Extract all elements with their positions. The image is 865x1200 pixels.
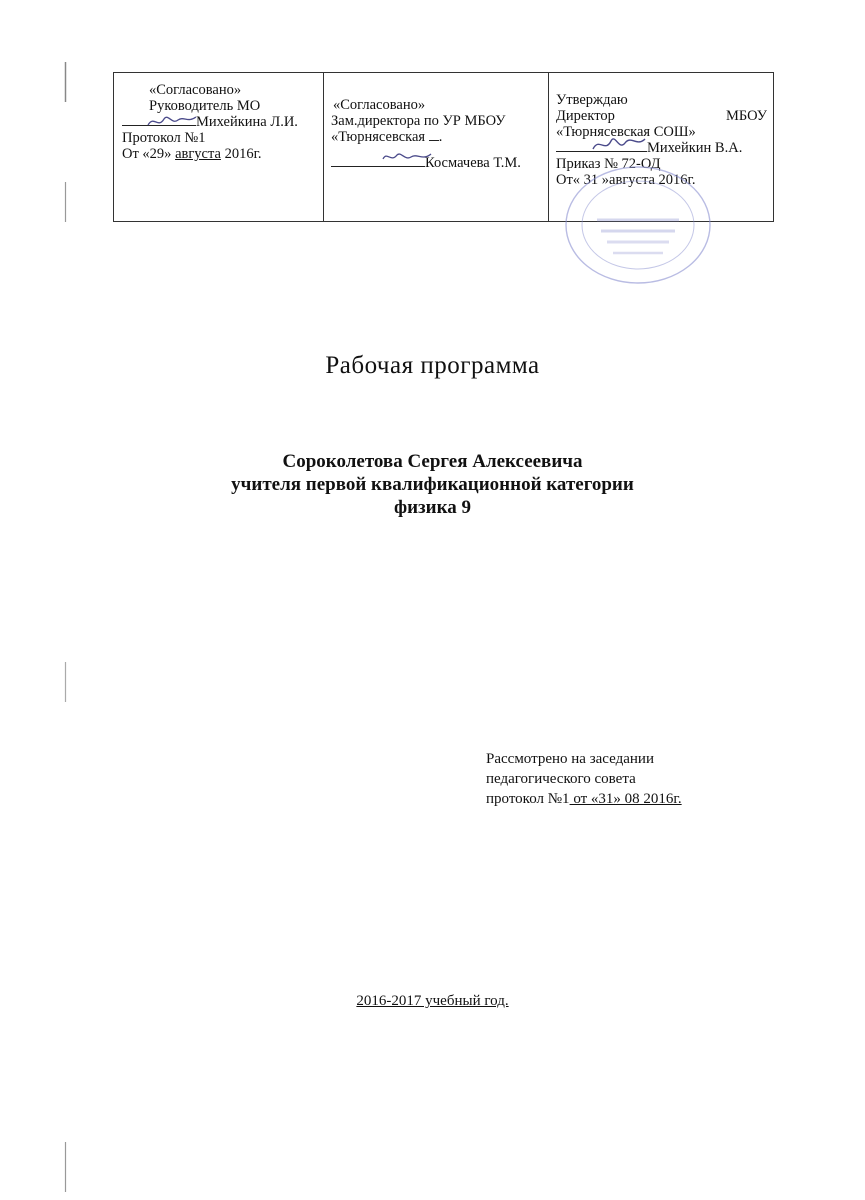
signature-kosmacheva-icon — [379, 147, 435, 167]
scan-margin-mark — [64, 62, 67, 1192]
approval-director-role: Директор — [556, 108, 615, 124]
approval-director-org: «Тюрнясевская СОШ» — [556, 124, 696, 140]
teacher-name: Сороколетова Сергея Алексеевича — [282, 451, 583, 472]
approval-director-order: Приказ № 72-ОД — [556, 156, 661, 172]
approval-director-name: Михейкин В.А. — [647, 140, 743, 156]
council-line-2: педагогического совета — [486, 771, 636, 787]
approval-mo-heading: «Согласовано» — [149, 82, 242, 98]
approval-deputy-org: «Тюрнясевская . — [331, 129, 443, 145]
approval-mo-date: От «29» августа 2016г. — [122, 146, 262, 162]
academic-year: 2016-2017 учебный год. — [356, 993, 509, 1009]
approval-director-signature-line — [556, 140, 742, 156]
org-blank — [429, 140, 439, 141]
approval-deputy-heading: «Согласовано» — [333, 97, 426, 113]
approval-mo-name: Михейкина Л.И. — [196, 114, 298, 130]
approval-mo-cell — [114, 73, 324, 222]
teacher-category: учителя первой квалификационной категории — [231, 474, 634, 495]
approval-deputy-cell — [324, 73, 549, 222]
signature-mikheikin-icon — [589, 131, 649, 157]
approval-deputy-role: Зам.директора по УР МБОУ — [331, 113, 506, 129]
council-line-1: Рассмотрено на заседании — [486, 751, 654, 767]
approval-director-org-type: МБОУ — [725, 108, 767, 124]
council-protocol: протокол №1 от «31» 08 2016г. — [486, 791, 682, 807]
approval-deputy-name: Космачева Т.М. — [425, 155, 521, 171]
approval-director-date: От« 31 »августа 2016г. — [556, 172, 696, 188]
approval-mo-role: Руководитель МО — [149, 98, 261, 114]
council-protocol-date: от «31» 08 2016г. — [569, 791, 682, 807]
subject-grade: физика 9 — [393, 497, 472, 518]
approval-mo-protocol: Протокол №1 — [122, 130, 206, 146]
approval-director-heading: Утверждаю — [556, 92, 628, 108]
document-title: Рабочая программа — [325, 352, 540, 379]
council-approval — [486, 749, 682, 809]
signature-mikheikina-icon — [144, 111, 200, 131]
school-stamp-icon — [557, 165, 719, 300]
